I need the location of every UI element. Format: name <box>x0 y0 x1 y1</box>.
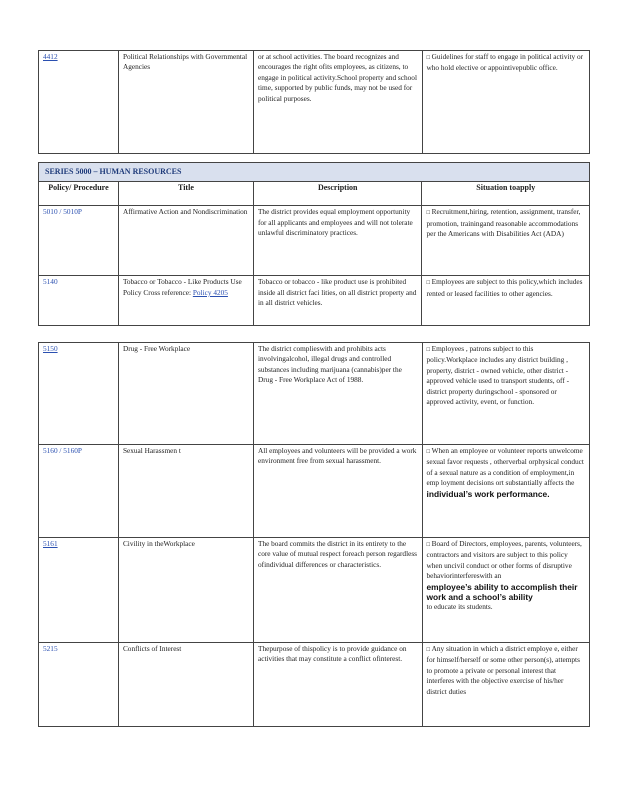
policy-title: Affirmative Action and Nondiscrimination <box>118 206 253 276</box>
policy-link[interactable]: 5150 <box>43 344 58 353</box>
policy-description: or at school activities. The board recognizes and encourages the right ofits employees, as citizens, to engage in political activity.School property and school time, supported by public funds, may not be used for political purposes. <box>253 51 422 154</box>
table-row <box>39 445 590 538</box>
column-headers <box>39 182 590 206</box>
policy-situation: □ Any situation in which a district employe e, either for himself/herself or some other person(s), attempts to promote a private or personal interest that interferes with the objective exercise of his/her district duties <box>422 643 589 727</box>
policy-situation: □ Recruitment,hiring, retention, assignment, transfer, promotion, trainingand reasonable accommodations per the Americans with Disabilities Act (ADA) <box>422 206 590 276</box>
policy-description: All employees and volunteers will be provided a work environment free from sexual harassment. <box>253 445 422 538</box>
policy-situation: □ Board of Directors, employees, parents, volunteers, contractors and visitors are subject to this policy when uncivil conduct or other forms of disruptive behaviorinterfereswith an employee’s ability to accomplish their work and a school’s ability to educate its students. <box>422 538 589 643</box>
series-table <box>38 162 590 326</box>
policy-situation: □ Guidelines for staff to engage in political activity or who hold elective or appointivepublic office. <box>422 51 589 154</box>
table-row <box>39 206 590 276</box>
policy-number <box>39 538 119 643</box>
policy-title: Sexual Harassmen t <box>118 445 253 538</box>
table-row <box>39 343 590 445</box>
series-table-continued <box>38 342 590 727</box>
table-row <box>39 538 590 643</box>
policy-link[interactable]: 5161 <box>43 539 58 548</box>
policy-title: Tobacco or Tobacco - Like Products Use Policy Cross reference: Policy 4205 <box>118 276 253 326</box>
policy-description: Tobacco or tobacco - like product use is prohibited inside all district faci lities, on all district property and in all district vehicles. <box>253 276 422 326</box>
situation-tail: to educate its students. <box>426 602 493 612</box>
policy-description: Thepurpose of thispolicy is to provide guidance on activities that may constitute a conflict ofinterest. <box>253 643 422 727</box>
policy-description: The board commits the district in its entirety to the core value of mutual respect foreach person regardless ofindividual differences or characteristics. <box>253 538 422 643</box>
policy-title: Civility in theWorkplace <box>118 538 253 643</box>
situation-emphasis: employee’s ability to accomplish their work and a school’s ability <box>426 581 578 603</box>
col-description-header: Description <box>253 182 422 206</box>
policy-title: Political Relationships with Governmental Agencies <box>118 51 253 154</box>
policy-situation: □ Employees are subject to this policy,which includes rented or leased facilities to other agencies. <box>422 276 590 326</box>
series-header <box>39 163 590 182</box>
situation-emphasis: individual’s work performance. <box>426 488 550 499</box>
policy-title: Conflicts of Interest <box>118 643 253 727</box>
policy-number: 5140 <box>39 276 119 326</box>
policy-description: The district provides equal employment opportunity for all applicants and employees and will not tolerate unlawful discriminatory practices. <box>253 206 422 276</box>
policy-situation: □ When an employee or volunteer reports unwelcome sexual favor requests , otherverbal orphysical conduct of a sexual nature as a condition of employment,in emp loyment decisions ort substantially affects the individual’s work performance. <box>422 445 589 538</box>
col-situation-header: Situation toapply <box>422 182 590 206</box>
policy-number: 5010 / 5010P <box>39 206 119 276</box>
table-row <box>39 51 590 154</box>
policy-title: Drug - Free Workplace <box>118 343 253 445</box>
policy-link[interactable]: 4412 <box>43 52 58 61</box>
series-title: SERIES 5000 – HUMAN RESOURCES <box>39 163 590 182</box>
policy-table-top <box>38 50 590 154</box>
col-policy-header: Policy/ Procedure <box>39 182 119 206</box>
policy-situation: □ Employees , patrons subject to this policy.Workplace includes any district building , property, district - owned vehicle, other district - approved vehicle used to transport students, off -district property duringschool - sponsored or approved activity, event, or function. <box>422 343 589 445</box>
table-row <box>39 643 590 727</box>
policy-number <box>39 343 119 445</box>
cross-reference-link[interactable]: Policy 4205 <box>192 287 228 297</box>
policy-number: 5160 / 5160P <box>39 445 119 538</box>
policy-number: 5215 <box>39 643 119 727</box>
table-row <box>39 276 590 326</box>
policy-description: The district complieswith and prohibits acts involvingalcohol, illegal drugs and controlled substances including marijuana (cannabis)per the Drug - Free Workplace Act of 1988. <box>253 343 422 445</box>
col-title-header: Title <box>118 182 253 206</box>
